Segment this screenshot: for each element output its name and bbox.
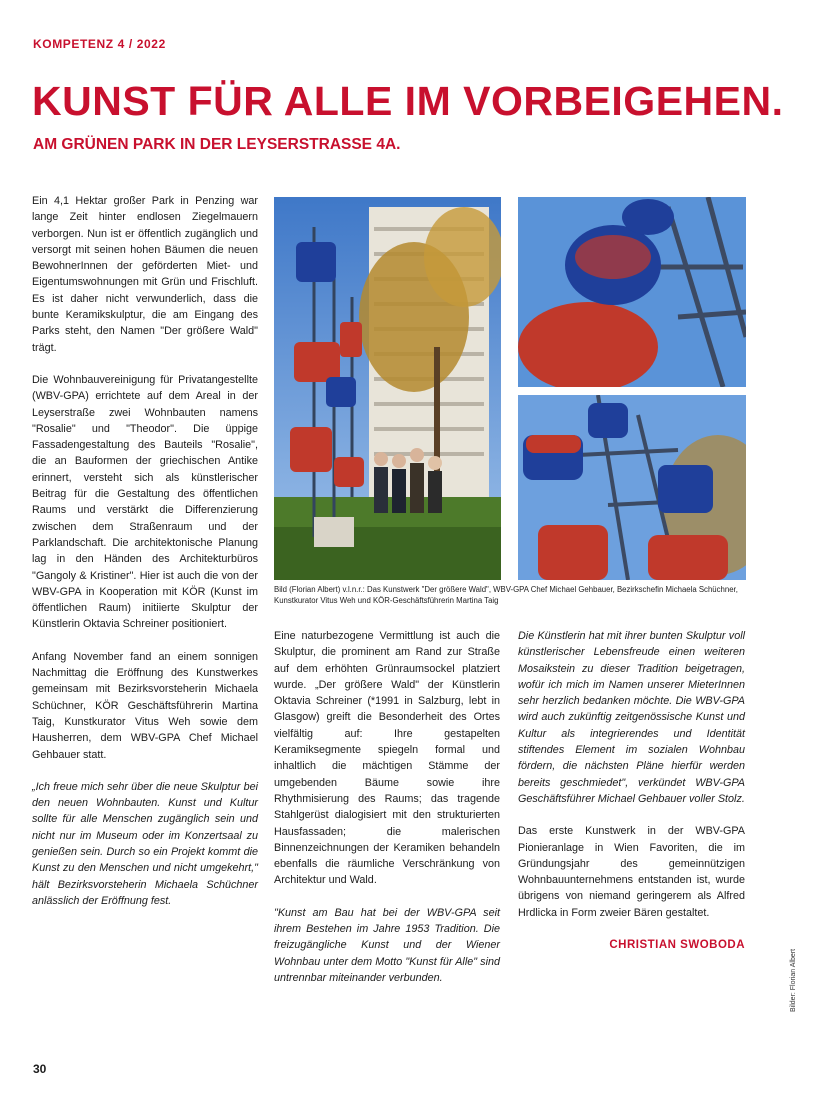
paragraph: Eine naturbezogene Vermittlung ist auch die Skulptur, die prominent am Rand zur Straße auf dem erhöhten Grünraumsockel platziert wurde. „Der größere Wald" der Künstlerin Oktavia Schreiner (*1991 in Salzburg, lebt in Glasgow) greift die Besonderheit des Ortes vielfältig auf: Ihre gestapelten Keramiksegmente spiegeln formal und inhaltlich die mächtigen Stämme der umgebenden Bäume sowie ihre Rhythmisierung des Raums; das tragende Stahlgerüst dialogisiert mit den strukturierten Hausfassaden; die malerischen Binnenzeichnungen der Keramiken behandeln ebenfalls die räumliche Verschränkung von Architektur und Wald. (274, 630, 500, 887)
quote-paragraph: Die Künstlerin hat mit ihrer bunten Skulptur voll künstlerischer Lebensfreude einen weiteren Mosaikstein zu dieser Tradition beigetragen, wofür ich mich im Namen unserer MieterInnen sehr herzlich bedanken möchte. Die WBV-GPA wird auch zukünftig zeitgenössische Kunst und Kultur als integrierendes und Identität stiftendes Element im sozialen Wohnbau fördern, die nächsten Pläne hierfür werden bereits geschmiedet", verkündet WBV-GPA Geschäftsführer Michael Gehbauer voller Stolz. (518, 630, 745, 805)
text-column-2 (274, 628, 500, 1002)
text-column-1 (32, 193, 258, 925)
paragraph: Das erste Kunstwerk in der WBV-GPA Pionieranlage in Wien Favoriten, die im Gründungsjahr des gemeinnützigen Wohnbauunternehmens entstanden ist, wurde übrigens von niemand geringerem als Alfred Hrdlicka in Form zweier Bären gestaltet. (518, 825, 745, 919)
author-byline: CHRISTIAN SWOBODA (609, 939, 745, 952)
text-column-3 (518, 628, 745, 953)
paragraph: Anfang November fand an einem sonnigen Nachmittag die Eröffnung des Kunstwerkes gemeinsam mit Bezirksvorsteherin Michaela Schüchner, KÖR Geschäftsführerin Martina Taig, Kunstkurator Vitus Weh sowie dem Hausherren, dem WBV-GPA Chef Michael Gehbauer statt. (32, 650, 258, 761)
sculpture-detail-photo-top (518, 197, 746, 387)
quote-paragraph: „Ich freue mich sehr über die neue Skulptur bei den neuen Wohnbauten. Kunst und Kultur sollte für alle Menschen zugänglich sein und nicht nur im Museum oder im Konzertsaal zu genießen sein. Durch so ein Projekt kommt die Kunst zu den Menschen und nicht umgekehrt," hält Bezirksvorsteherin Michaela Schüchner anlässlich der Eröffnung fest. (32, 780, 258, 907)
sculpture-group-photo (274, 197, 501, 580)
page-number: 30 (33, 1062, 47, 1076)
quote-paragraph: "Kunst am Bau hat bei der WBV-GPA seit ihrem Bestehen im Jahre 1953 Tradition. Die freizugängliche Kunst und der Wiener Wohnbau unter dem Motto "Kunst für Alle" sind untrennbar miteinander verbunden. (274, 906, 500, 984)
paragraph: Die Wohnbauvereinigung für Privatangestellte (WBV-GPA) errichtete auf dem Areal in der Leyserstraße zwei Wohnbauten namens "Rosalie" und "Theodor". Die üppige Fassadengestaltung des Bauteils "Rosalie", die an Bauformen der griechischen Antike erinnert, versteht sich als künstlerischer Beitrag für die Gestaltung des öffentlichen Raums und verstärkt die Differenzierung zwischen dem Straßenraum und der Parklandschaft. Die architektonische Planung lag in den Händen des Architekturbüros "Gangoly & Kristiner". Hier ist auch die von der WBV-GPA in Kooperation mit KÖR (Kunst im öffentlichen Raum) initiierte Skulptur der Künstlerin Oktavia Schreiner positioniert. (32, 373, 258, 631)
sculpture-detail-photo-bottom (518, 395, 746, 580)
photo-credit: Bilder: Florian Albert (790, 948, 797, 1012)
issue-kicker: KOMPETENZ 4 / 2022 (33, 37, 166, 51)
photo-caption: Bild (Florian Albert) v.l.n.r.: Das Kunstwerk "Der größere Wald", WBV-GPA Chef Michael Gehbauer, Bezirkschefin Michaela Schüchner, Kunstkurator Vitus Weh und KÖR-Geschäftsführerin Martina Taig (274, 585, 738, 605)
article-headline: KUNST FÜR ALLE IM VORBEIGEHEN. (32, 78, 784, 124)
paragraph: Ein 4,1 Hektar großer Park in Penzing war lange Zeit hinter endlosen Ziegelmauern verborgen. Nun ist er öffentlich zugänglich und versorgt mit seinen hohen Bäumen die neuen BewohnerInnen der geförderten Miet- und Eigentumswohnungen mit Grün und Frischluft. Es ist daher nicht verwunderlich, dass die bunte Keramikskulptur, die am Eingang des Parks steht, den Namen "Der größere Wald" trägt. (32, 195, 258, 354)
article-subheadline: AM GRÜNEN PARK IN DER LEYSERSTRASSE 4A. (33, 136, 401, 153)
